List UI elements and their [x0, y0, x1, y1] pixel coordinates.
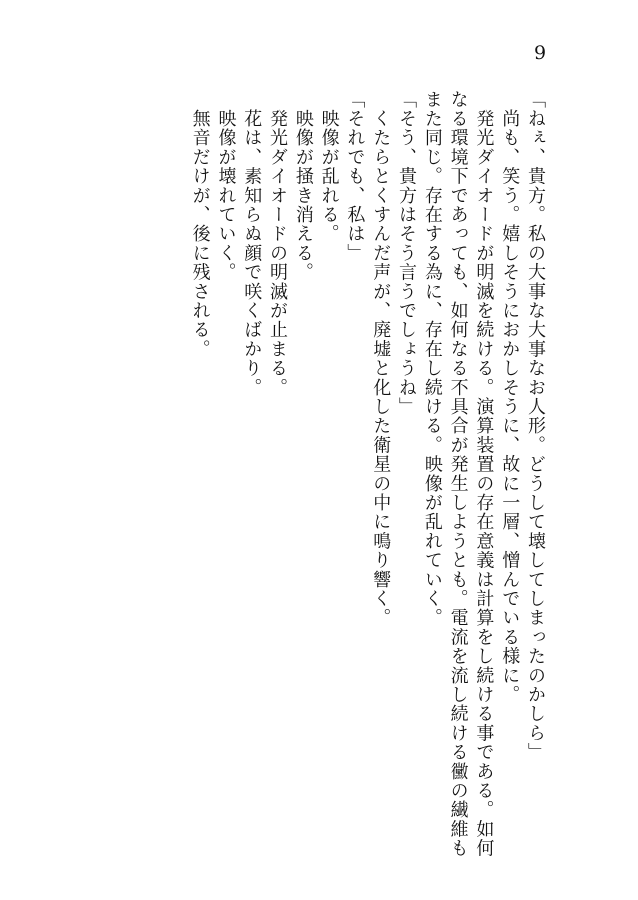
- text-line: 発光ダイオードが明滅を続ける。演算装置の存在意義は計算をし続ける事である。如何: [473, 90, 495, 858]
- text-line: 「そう、貴方はそう言うでしょうね」: [396, 90, 418, 417]
- text-line: 「それでも、私は」: [344, 90, 366, 263]
- vertical-body-text: [187, 90, 548, 859]
- text-line: なる環境下であっても、如何なる不具合が発生しようとも。電流を流し続ける黴の繊維も: [447, 90, 469, 859]
- text-line: また同じ。存在する為に、存在し続ける。映像が乱れていく。: [421, 90, 443, 628]
- text-line: 映像が掻き消える。: [292, 90, 314, 282]
- text-line: 無音だけが、後に残される。: [189, 90, 211, 359]
- text-line: くたらとくすんだ声が、廃墟と化した衛星の中に鳴り響く。: [370, 90, 392, 628]
- text-line: 発光ダイオードの明滅が止まる。: [267, 90, 289, 398]
- text-line: 映像が乱れる。: [318, 90, 340, 244]
- text-line: 「ねぇ、貴方。私の大事な大事なお人形。どうして壊してしまったのかしら」: [525, 90, 546, 762]
- text-line: 尚も、笑う。嬉しそうにおかしそうに、故に一層、憎んでいる様に。: [499, 90, 521, 705]
- text-line: 映像が壊れていく。: [215, 90, 237, 282]
- text-line: 花は、素知らぬ顔で咲くばかり。: [241, 90, 263, 398]
- page-number: 9: [534, 42, 547, 64]
